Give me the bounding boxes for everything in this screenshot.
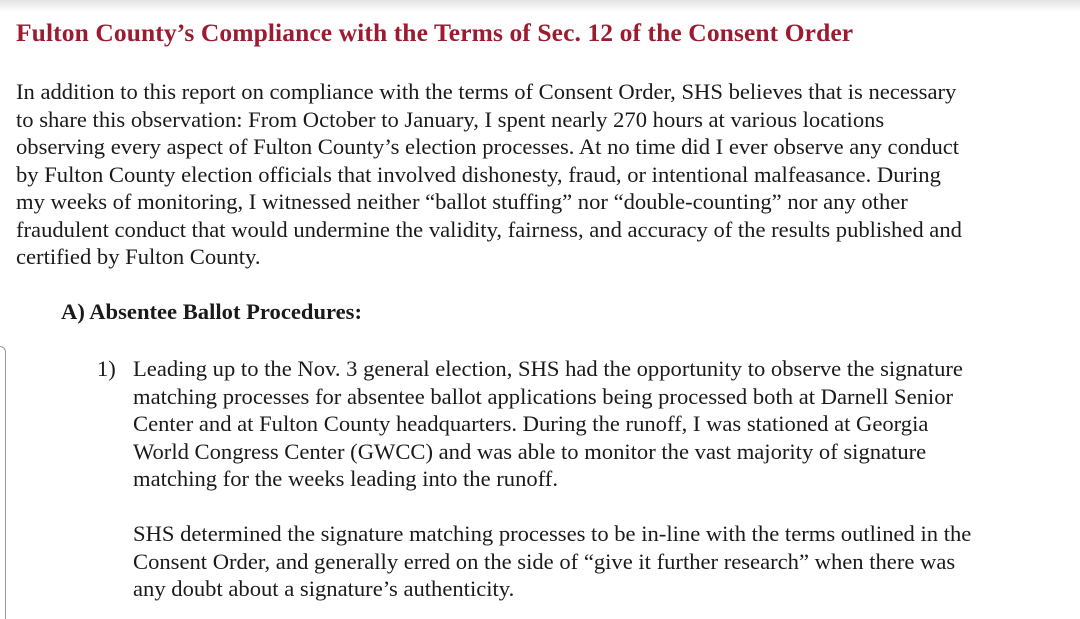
- document-heading: Fulton County’s Compliance with the Terms of Sec. 12 of the Consent Order: [16, 18, 854, 47]
- intro-line: my weeks of monitoring, I witnessed neither “ballot stuffing” nor “double-counting” nor any other: [16, 189, 908, 214]
- page-edge-handle: [0, 346, 6, 619]
- list-item-line: World Congress Center (GWCC) and was able to monitor the vast majority of signature: [133, 438, 927, 464]
- list-item-line: Center and at Fulton County headquarters. During the runoff, I was stationed at Georgia: [133, 411, 929, 436]
- list-item-paragraph: [133, 355, 1063, 493]
- list-item-number: 1): [97, 356, 116, 381]
- followup-line: SHS determined the signature matching processes to be in-line with the terms outlined in the: [133, 521, 972, 546]
- list-item-followup-paragraph: [133, 520, 1063, 603]
- intro-line: to share this observation: From October to January, I spent nearly 270 hours at various locations: [16, 106, 885, 132]
- list-item-line: Leading up to the Nov. 3 general election, SHS had the opportunity to observe the signature: [133, 356, 963, 381]
- followup-line: any doubt about a signature’s authenticity.: [133, 576, 515, 601]
- section-heading: A) Absentee Ballot Procedures:: [61, 299, 362, 324]
- intro-line: fraudulent conduct that would undermine the validity, fairness, and accuracy of the results published and: [16, 216, 962, 242]
- intro-line: certified by Fulton County.: [16, 244, 261, 269]
- list-item-line: matching processes for absentee ballot applications being processed both at Darnell Senior: [133, 383, 954, 409]
- intro-line: by Fulton County election officials that involved dishonesty, fraud, or intentional malfeasance. During: [16, 161, 941, 187]
- intro-line: In addition to this report on compliance with the terms of Consent Order, SHS believes that is necessary: [16, 79, 957, 104]
- list-item-line: matching for the weeks leading into the runoff.: [133, 466, 558, 491]
- intro-paragraph: [16, 78, 1056, 271]
- page-top-shadow: [0, 0, 1080, 12]
- intro-line: observing every aspect of Fulton County’s election processes. At no time did I ever observe any conduct: [16, 134, 960, 159]
- followup-line: Consent Order, and generally erred on the side of “give it further research” when there was: [133, 548, 956, 574]
